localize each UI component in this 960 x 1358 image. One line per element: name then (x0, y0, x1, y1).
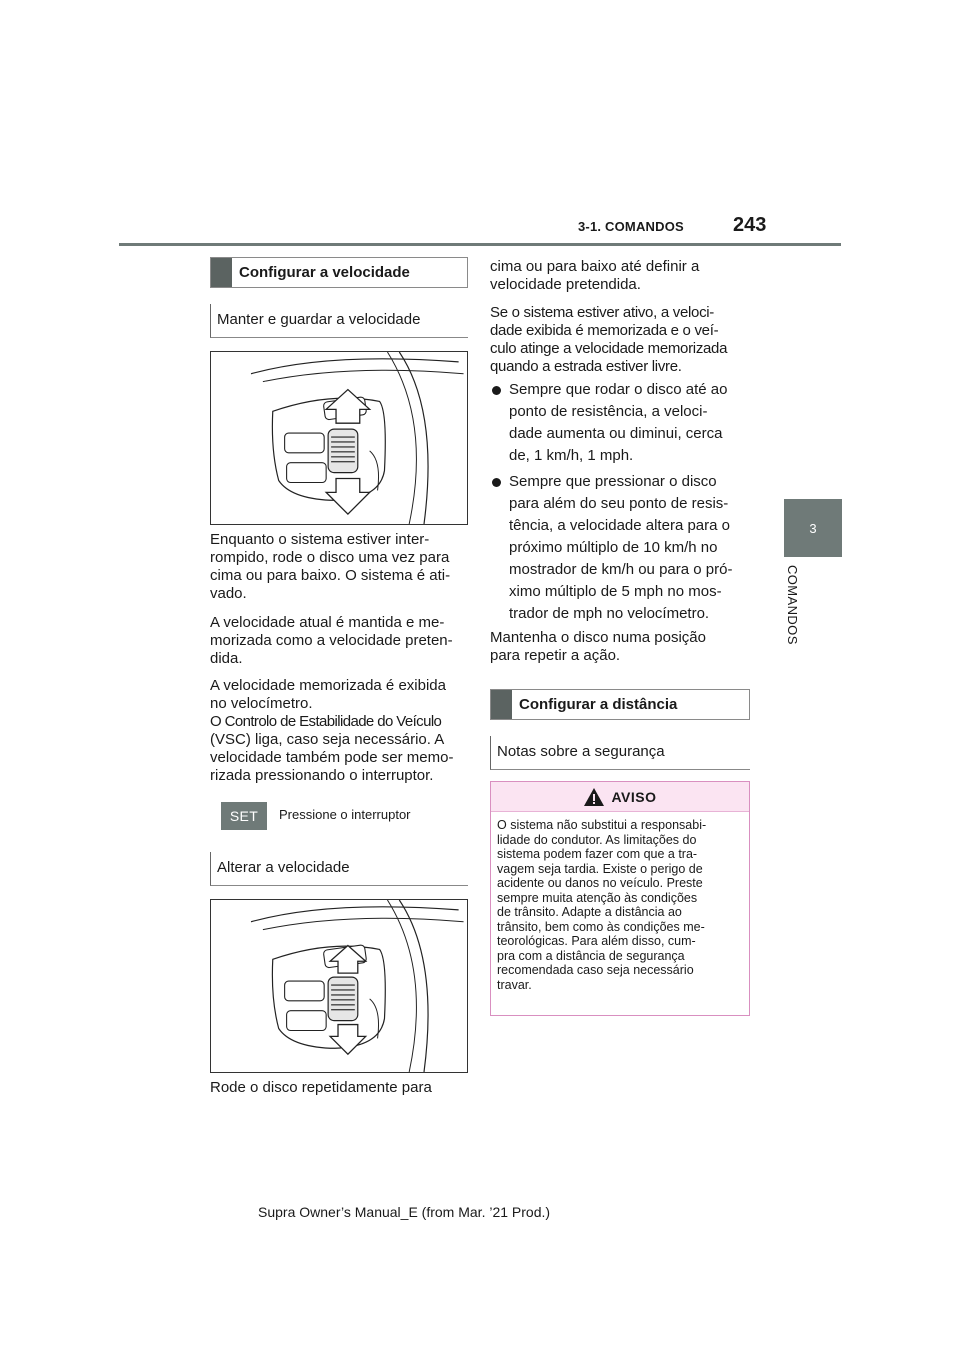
set-caption: Pressione o interruptor (279, 807, 411, 822)
text-line: para repetir a ação. (490, 647, 621, 664)
chapter-number: 3 (809, 520, 817, 536)
heading-text: Configurar a distância (519, 696, 678, 713)
text-line: Sempre que rodar o disco até ao (509, 381, 728, 398)
text-line: de, 1 km/h, 1 mph. (509, 447, 634, 464)
text-line: culo atinge a velocidade memorizada (490, 340, 728, 357)
heading-bar (211, 258, 232, 287)
text-line: ximo múltiplo de 5 mph no mos- (509, 583, 722, 600)
text-line: Mantenha o disco numa posição (490, 629, 706, 646)
paragraph-speedometer (210, 677, 476, 785)
steering-switch-illustration-1 (210, 351, 468, 525)
warning-title: AVISO (611, 788, 657, 805)
footer-manual-title: Supra Owner’s Manual_E (from Mar. ’21 Prod.) (258, 1204, 551, 1220)
paragraph-rotate-repeatedly: Rode o disco repetidamente para (210, 1079, 432, 1096)
text-line: sempre muita atenção às condições (497, 890, 698, 905)
text-line: teorológicas. Para além disso, cum- (497, 934, 696, 948)
text-line: vado. (210, 585, 247, 602)
text-line: sistema podem fazer com que a tra- (497, 847, 698, 861)
text-line: velocidade pretendida. (490, 276, 641, 293)
text-line: para além do seu ponto de resis- (509, 495, 729, 512)
section-title: 3-1. COMANDOS (578, 219, 684, 234)
heading-bar (491, 690, 512, 719)
chapter-label-text: COMANDOS (785, 565, 800, 645)
text-line: A velocidade atual é mantida e me- (210, 614, 445, 631)
text-line: (VSC) liga, caso seja necessário. A (210, 731, 445, 748)
bullet-press-beyond (492, 471, 757, 625)
paragraph-hold-disc (490, 629, 755, 665)
bullet-rotate-resistance (492, 379, 757, 467)
steering-wheel-drawing (211, 352, 467, 524)
text-line: O Controlo de Estabilidade do Veículo (210, 713, 442, 730)
chapter-side-label (784, 565, 804, 665)
warning-body (491, 812, 749, 992)
text-line: Sempre que pressionar o disco (509, 473, 717, 490)
subheading-keep-speed: Manter e guardar a velocidade (210, 304, 468, 338)
chapter-tab (784, 499, 842, 557)
paragraph-until-speed (490, 258, 755, 294)
text-line: pra com a distância de segurança (497, 948, 685, 963)
text-line: velocidade também pode ser memo- (210, 749, 454, 766)
text-line: trânsito, bem como às condições me- (497, 919, 705, 934)
text-line: dade aumenta ou diminui, cerca (509, 425, 723, 442)
text-line: mostrador de km/h ou para o pró- (509, 561, 733, 578)
text-line: vagem seja tardia. Existe o perigo de (497, 861, 703, 876)
page-number: 243 (733, 214, 767, 236)
text-line: cima ou para baixo. O sistema é ati- (210, 567, 451, 584)
text-line: cima ou para baixo até definir a (490, 258, 700, 275)
warning-box (490, 781, 750, 1016)
text-line: travar. (497, 977, 532, 992)
text-line: morizada como a velocidade preten- (210, 632, 453, 649)
text-line: A velocidade memorizada é exibida (210, 677, 446, 694)
heading-set-distance (490, 689, 750, 720)
text-line: trador de mph no velocímetro. (509, 605, 710, 622)
text-line: dida. (210, 650, 243, 667)
text-line: rizada pressionando o interruptor. (210, 767, 434, 784)
text-line: próximo múltiplo de 10 km/h no (509, 539, 718, 556)
warning-triangle-icon (583, 787, 605, 807)
heading-set-speed (210, 257, 468, 288)
paragraph-activate (210, 531, 472, 603)
text-line: lidade do condutor. As limitações do (497, 832, 697, 847)
text-line: acidente ou danos no veículo. Preste (497, 876, 703, 890)
text-line: O sistema não substitui a responsabi- (497, 818, 707, 832)
heading-text: Configurar a velocidade (239, 264, 410, 281)
text-line: quando a estrada estiver livre. (490, 358, 682, 375)
text-line: dade exibida é memorizada e o veí- (490, 322, 719, 339)
text-line: Enquanto o sistema estiver inter- (210, 531, 430, 548)
subheading-safety-notes: Notas sobre a segurança (490, 736, 750, 770)
bullet-dot-icon (492, 478, 501, 487)
text-line: tência, a velocidade altera para o (509, 517, 730, 534)
text-line: no velocímetro. (210, 695, 313, 712)
text-line: de trânsito. Adapte a distância ao (497, 905, 682, 919)
steering-switch-illustration-2 (210, 899, 468, 1073)
text-line: ponto de resistência, a veloci- (509, 403, 708, 420)
text-line: recomendada caso seja necessário (497, 963, 694, 977)
text-line: Se o sistema estiver ativo, a veloci- (490, 304, 714, 321)
subheading-change-speed: Alterar a velocidade (210, 852, 468, 886)
paragraph-system-active (490, 304, 755, 376)
header-divider (119, 243, 841, 246)
text-line: rompido, rode o disco uma vez para (210, 549, 450, 566)
warning-header (491, 782, 749, 812)
paragraph-kept-speed (210, 614, 472, 668)
set-button-symbol: SET (221, 802, 267, 830)
steering-wheel-drawing (211, 900, 467, 1072)
bullet-dot-icon (492, 386, 501, 395)
